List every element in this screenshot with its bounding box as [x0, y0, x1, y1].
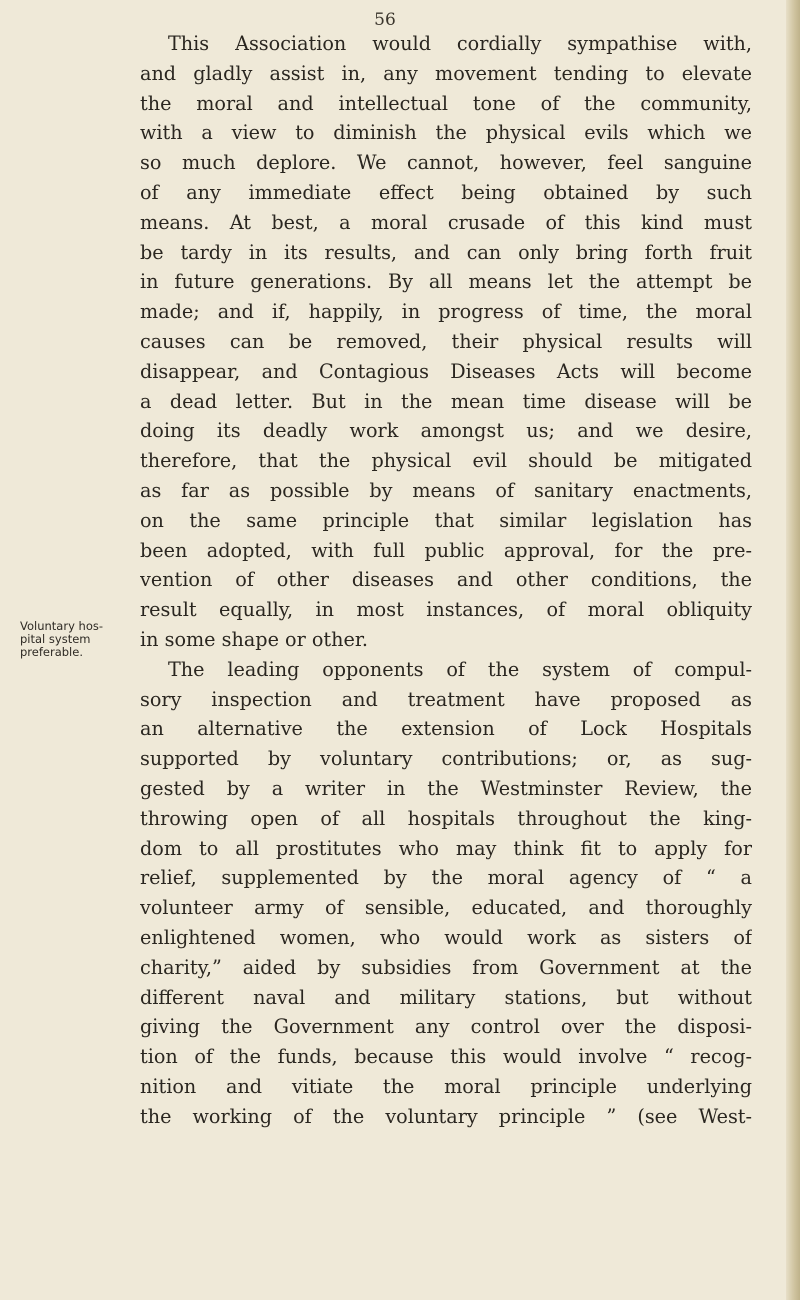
- text-line: means. At best, a moral crusade of this kind must: [140, 210, 752, 234]
- text-line: different naval and military stations, but without: [140, 985, 752, 1009]
- text-line: supported by voluntary contributions; or, as sug-: [140, 747, 752, 771]
- text-line: causes can be removed, their physical results will: [140, 329, 752, 353]
- text-line: gested by a writer in the Westminster Review, the: [140, 776, 752, 800]
- text-line: with a view to diminish the physical evils which we: [140, 121, 752, 145]
- page-edge-shadow: [786, 0, 800, 1300]
- text-line: in some shape or other.: [140, 627, 368, 651]
- text-line: dom to all prostitutes who may think fit to apply for: [140, 836, 752, 860]
- text-line: The leading opponents of the system of compul-: [168, 657, 752, 681]
- text-line: of any immediate effect being obtained by such: [140, 180, 752, 204]
- text-line: a dead letter. But in the mean time disease will be: [140, 389, 752, 413]
- text-line: as far as possible by means of sanitary enactments,: [140, 478, 752, 502]
- text-line: the moral and intellectual tone of the community,: [140, 91, 752, 115]
- text-line: vention of other diseases and other conditions, the: [140, 568, 752, 592]
- text-line: nition and vitiate the moral principle underlying: [140, 1074, 752, 1098]
- text-line: been adopted, with full public approval, for the pre-: [140, 538, 752, 562]
- text-line: therefore, that the physical evil should be mitigated: [140, 449, 752, 473]
- page-number: 56: [374, 10, 396, 30]
- text-line: charity,” aided by subsidies from Government at the: [140, 955, 752, 979]
- text-line: so much deplore. We cannot, however, feel sanguine: [140, 151, 752, 175]
- text-line: giving the Government any control over the disposi-: [140, 1015, 752, 1039]
- paragraph: [140, 29, 752, 655]
- text-line: made; and if, happily, in progress of time, the moral: [140, 300, 752, 324]
- text-line: the working of the voluntary principle ” (see West-: [140, 1104, 752, 1128]
- text-line: result equally, in most instances, of moral obliquity: [140, 598, 752, 622]
- text-line: in future generations. By all means let the attempt be: [140, 270, 752, 294]
- text-line: an alternative the extension of Lock Hospitals: [140, 717, 752, 741]
- paragraph: [140, 655, 752, 1132]
- text-line: throwing open of all hospitals throughout the king-: [140, 806, 752, 830]
- text-line: relief, supplemented by the moral agency of “ a: [140, 866, 752, 890]
- margin-note-line: preferable.: [20, 645, 83, 659]
- text-line: disappear, and Contagious Diseases Acts will become: [140, 359, 752, 383]
- text-line: tion of the funds, because this would involve “ recog-: [140, 1045, 752, 1069]
- text-line: sory inspection and treatment have proposed as: [140, 687, 752, 711]
- text-line: enlightened women, who would work as sisters of: [140, 925, 752, 949]
- text-line: This Association would cordially sympathise with,: [168, 32, 752, 55]
- text-line: be tardy in its results, and can only bring forth fruit: [140, 240, 752, 264]
- text-line: volunteer army of sensible, educated, and thoroughly: [140, 896, 752, 920]
- body-text: [140, 29, 752, 1131]
- margin-note-line: Voluntary hos-: [20, 619, 103, 633]
- text-line: on the same principle that similar legislation has: [140, 508, 752, 532]
- margin-note: [20, 620, 128, 659]
- margin-note-line: pital system: [20, 632, 91, 646]
- text-line: and gladly assist in, any movement tending to elevate: [140, 61, 752, 85]
- text-line: doing its deadly work amongst us; and we desire,: [140, 419, 752, 443]
